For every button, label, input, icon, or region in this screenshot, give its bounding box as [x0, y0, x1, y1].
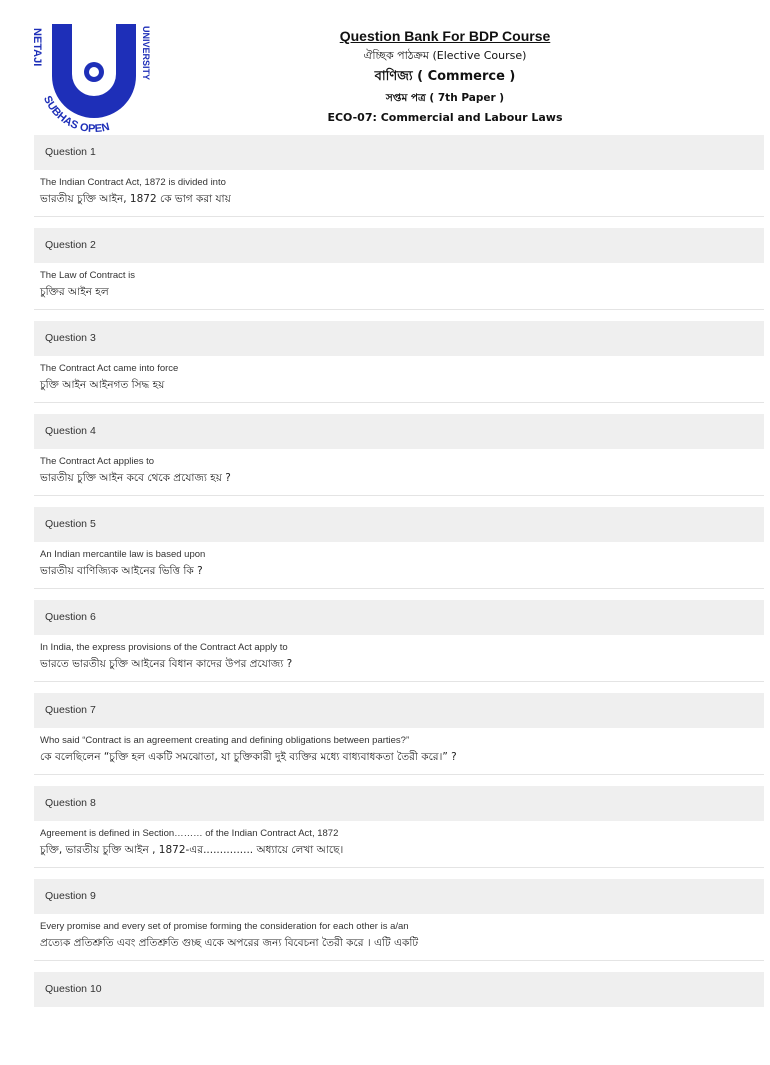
question-item — [34, 507, 764, 600]
question-text-bengali: চুক্তি আইন আইনগত সিদ্ধ হয় — [40, 379, 165, 391]
question-item — [34, 972, 764, 1065]
question-item — [34, 600, 764, 693]
question-text-bengali: ভারতীয় চুক্তি আইন কবে থেকে প্রযোজ্য হয় ? — [40, 472, 231, 484]
logo-text-right: UNIVERSITY — [141, 26, 151, 81]
question-text-english: Agreement is defined in Section……… of the Indian Contract Act, 1872 — [40, 828, 339, 839]
divider — [34, 960, 764, 961]
elective-course-line: ঐচ্ছিক পাঠক্রম (Elective Course) — [363, 49, 527, 62]
question-text-english: An Indian mercantile law is based upon — [40, 549, 206, 560]
question-item — [34, 135, 764, 228]
question-label: Question 6 — [34, 600, 764, 635]
divider — [34, 588, 764, 589]
question-label: Question 5 — [34, 507, 764, 542]
question-label: Question 3 — [34, 321, 764, 356]
document-header — [290, 26, 600, 128]
question-label: Question 1 — [34, 135, 764, 170]
question-text-bengali: প্রত্যেক প্রতিশ্রুতি এবং প্রতিশ্রুতি গুচ্ছ একে অপরের জন্য বিবেচনা তৈরী করে । এটি একটি — [40, 937, 419, 949]
course-code-line: ECO-07: Commercial and Labour Laws — [327, 111, 563, 124]
question-item — [34, 414, 764, 507]
question-text-english: Every promise and every set of promise forming the consideration for each other is a/an — [40, 921, 409, 932]
divider — [34, 495, 764, 496]
question-text-english: The Indian Contract Act, 1872 is divided into — [40, 177, 226, 188]
question-label: Question 9 — [34, 879, 764, 914]
divider — [34, 774, 764, 775]
paper-line: সপ্তম পত্র ( 7th Paper ) — [385, 92, 505, 104]
question-text-english: The Law of Contract is — [40, 270, 136, 281]
question-text-bengali: চুক্তির আইন হল — [40, 286, 109, 298]
question-text-bengali: ভারতীয় বাণিজ্যিক আইনের ভিত্তি কি ? — [40, 565, 203, 577]
commerce-line: বাণিজ্য ( Commerce ) — [374, 69, 516, 84]
divider — [34, 867, 764, 868]
question-item — [34, 321, 764, 414]
question-text-bengali: চুক্তি, ভারতীয় চুক্তি আইন , 1872-এর............... অধ্যায়ে লেখা আছে। — [40, 844, 344, 856]
university-logo — [28, 18, 160, 138]
question-text-english: Who said “Contract is an agreement creating and defining obligations between parties?” — [40, 735, 410, 746]
divider — [34, 402, 764, 403]
logo-text-arc: SUBHAS OPEN — [40, 94, 111, 136]
question-text-bengali: ভারতীয় চুক্তি আইন, 1872 কে ভাগ করা যায় — [40, 193, 231, 205]
divider — [34, 216, 764, 217]
question-list — [34, 135, 764, 1065]
question-text-english: The Contract Act applies to — [40, 456, 155, 467]
question-label: Question 8 — [34, 786, 764, 821]
question-item — [34, 879, 764, 972]
document-title: Question Bank For BDP Course — [339, 28, 551, 44]
question-item — [34, 786, 764, 879]
question-label: Question 7 — [34, 693, 764, 728]
question-text-bengali: কে বলেছিলেন “চুক্তি হল একটি সমঝোতা, যা চুক্তিকারী দুই ব্যক্তির মধ্যে বাধ্যবাধকতা তৈরী করে।” ? — [40, 751, 457, 763]
question-label: Question 10 — [34, 972, 764, 1007]
question-item — [34, 228, 764, 321]
logo-text-left: NETAJI — [31, 28, 43, 67]
question-text-english: The Contract Act came into force — [40, 363, 179, 374]
university-emblem-icon — [28, 18, 160, 138]
question-item — [34, 693, 764, 786]
divider — [34, 681, 764, 682]
divider — [34, 309, 764, 310]
question-text-bengali: ভারতে ভারতীয় চুক্তি আইনের বিধান কাদের উপর প্রযোজ্য ? — [40, 658, 293, 670]
question-label: Question 2 — [34, 228, 764, 263]
question-text-english: In India, the express provisions of the Contract Act apply to — [40, 642, 288, 653]
question-label: Question 4 — [34, 414, 764, 449]
